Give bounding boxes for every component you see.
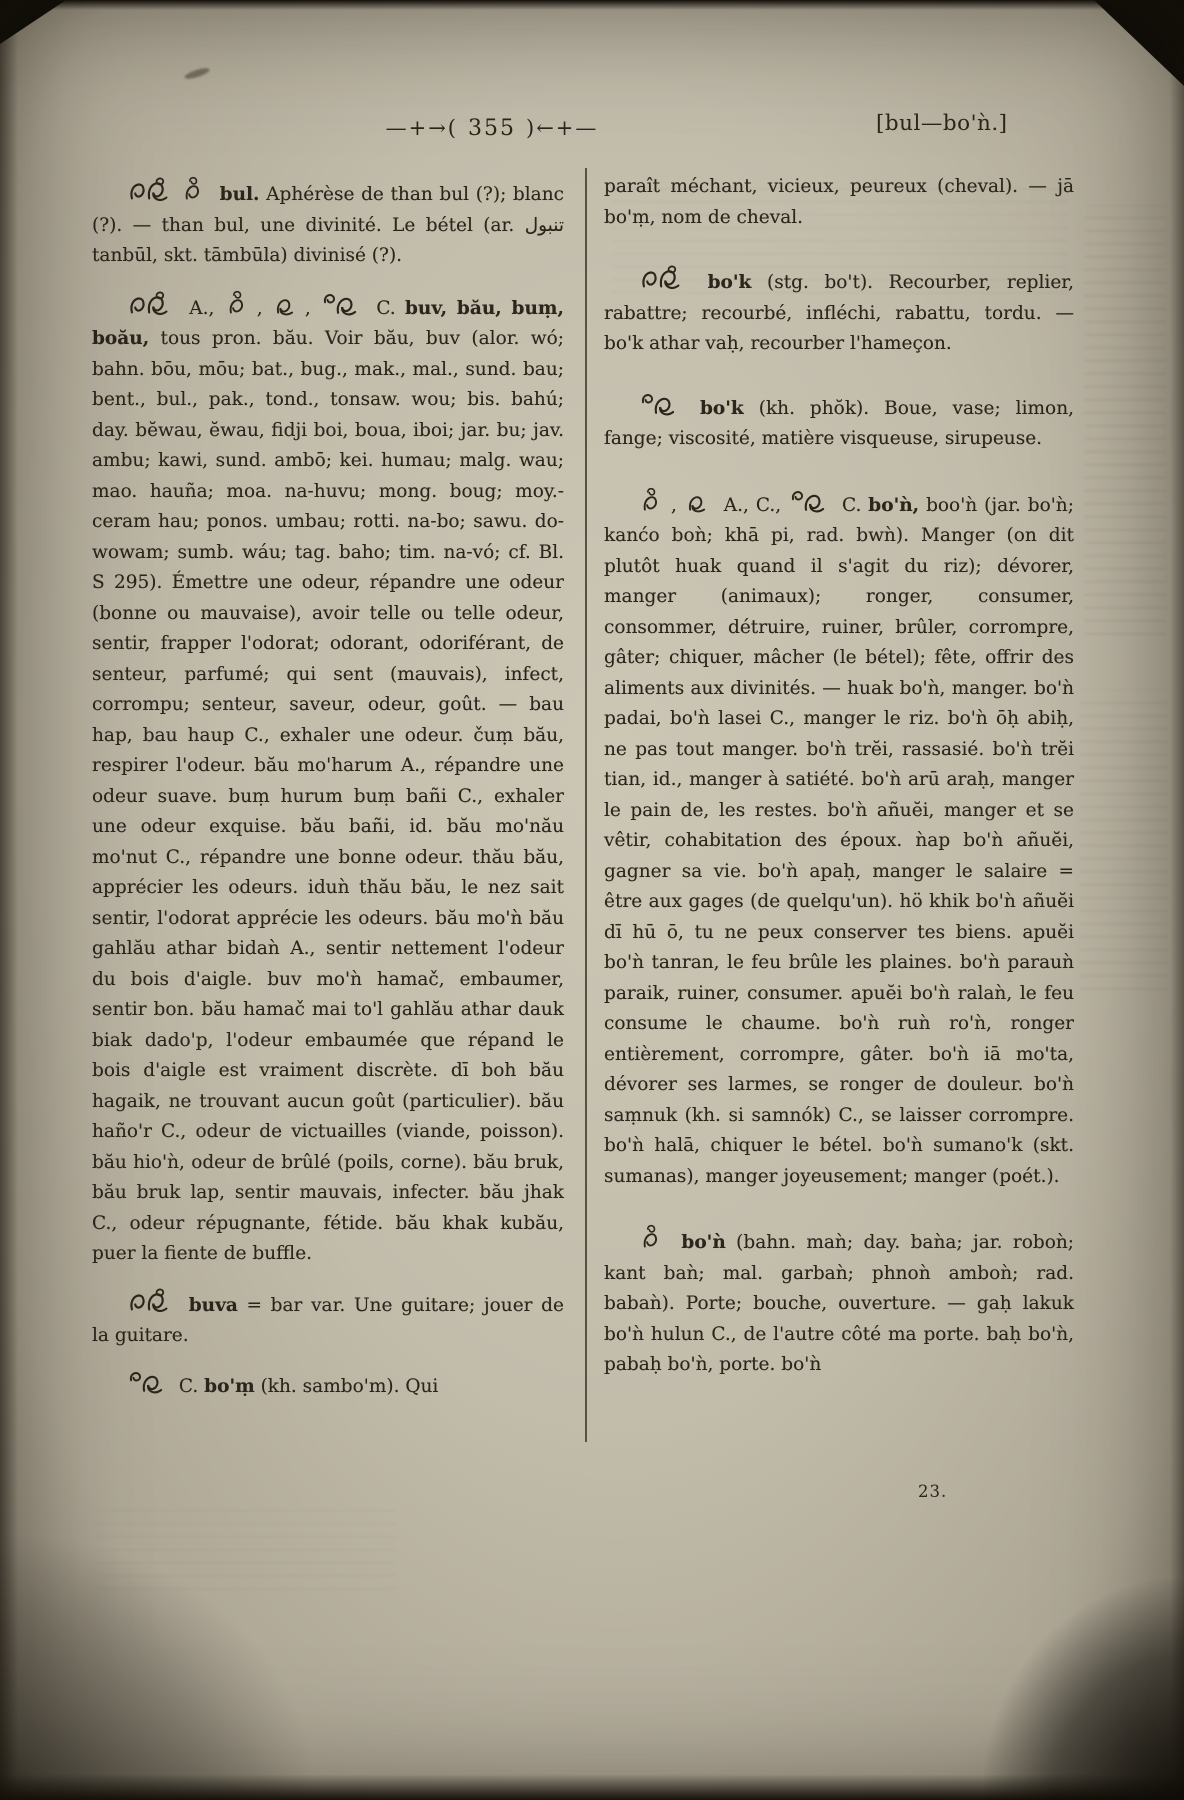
- headword: bo'ṃ: [204, 1375, 255, 1397]
- entry-text: boo'ǹ (jar. bo'ǹ; kanćo boǹ; khā pi, rad. bwǹ). Manger (on dit plutôt huak quand il s'agit du riz); dévorer, manger (animaux); ronger, consumer, consommer, détruire, ruiner, brûler, corrompre, gâter; chiquer, mâcher (le bétel); fête, offrir des aliments aux divinités. — huak bo'ǹ, manger. bo'ǹ padai, bo'ǹ lasei C., manger le riz. bo'ǹ ōḥ abiḥ, ne pas tout manger. bo'ǹ trĕi, rassasié. bo'ǹ trĕi tian, id., manger à satiété. bo'ǹ arū araḥ, manger le pain de, les restes. bo'ǹ añuĕi, manger et se vêtir, cohabitation des époux. ǹap bo'ǹ añuĕi, gagner sa vie. bo'ǹ apaḥ, manger le salaire = être aux gages (de quelqu'un). hö khik bo'ǹ añuĕi dī hū ō, tu ne peux conserver tes biens. apuĕi bo'ǹ tanran, le feu brûle les plaines. bo'ǹ parauǹ paraik, ruiner, consumer. apuĕi bo'ǹ ralaǹ, le feu consume le chaume. bo'ǹ ruǹ ro'ǹ, ronger entièrement, corrompre, gâter. bo'ǹ iā mo'ta, dévorer ses larmes, se ronger de douleur. bo'ǹ saṃnuk (kh. si samnók) C., se laisser corrompre. bo'ǹ halā, chiquer le bétel. bo'ǹ sumano'k (skt. sumanas), manger joyeusement; manger (poét.).: [604, 494, 1074, 1187]
- separator: ,: [256, 297, 263, 319]
- dialect-label: A.,: [189, 297, 215, 319]
- running-head-reference: [bul—bo'ǹ.]: [876, 111, 1008, 136]
- dialect-label: C.: [841, 494, 862, 516]
- headword: buva: [188, 1294, 238, 1316]
- entry-text: = bar var. Une guitare; jouer de la guitare.: [92, 1294, 564, 1346]
- cham-script-glyph: [639, 390, 678, 421]
- scan-edge-top: [0, 0, 1184, 10]
- entry-bom: [92, 1368, 564, 1403]
- entry-text: tous pron. bău. Voir bău, buv (alor. wó; bahn. bōu, mōu; bat., bug., mak., mal., sund. bau; bent., bul., pak., tond., tonsaw. wou; bis. bahú; day. bĕwau, ĕwau, fidji boi, boua, iboi; jar. bu; jav. ambu; kawi, sund. ambō; kei. humau; malg. wau; mao. hauña; moa. na-huvu; mong. boug; moy.-ceram hau; ponos. umbau; rotti. na-bo; sawu. do-wowam; sumb. wáu; tag. baho; tim. na-vó; cf. Bl. S 295). Émettre une odeur, répandre une odeur (bonne ou mauvaise), avoir telle ou telle odeur, sentir, frapper l'odorat; odorant, odoriférant, de senteur, parfumé; qui sent (mauvais), infect, corrompu; senteur, saveur, odeur, goût. — bau hap, bau haup C., exhaler une odeur. čuṃ bău, respirer l'odeur. bău mo'harum A., répandre une odeur suave. buṃ hurum buṃ bañi C., exhaler une odeur exquise. bău bañi, id. bău mo'nău mo'nut C., répandre une bonne odeur. thău bău, apprécier les odeurs. iduǹ thău bău, le nez sait sentir, l'odorat apprécie les odeurs. bău mo'ǹ bău gahlău athar bidaǹ A., sentir nettement l'odeur du bois d'aigle. buv mo'ǹ hamač, embaumer, sentir bon. bău hamač mai to'l gahlău athar dauk biak dado'p, l'odeur embaumée que répand le bois d'aigle est vraiment discrète. dī boh bău hagaik, ne trouvant aucun goût (particulier). bău haño'r C., odeur de victuailles (viande, poisson). bău hio'ǹ, odeur de brûlé (poils, corne). bău bruk, bău bruk lap, sentir mauvais, infecter. bău jhak C., odeur répugnante, fétide. bău khak kubău, puer la fiente de buffle.: [92, 328, 564, 1264]
- signature-mark: 23.: [918, 1482, 948, 1501]
- cham-script-glyph: [181, 174, 206, 207]
- entry-bon-manger: [604, 485, 1074, 1193]
- dialect-label: C.: [376, 297, 396, 319]
- cham-script-glyph: [273, 291, 298, 321]
- entry-buva: [92, 1286, 564, 1352]
- scan-edge-right: [1170, 0, 1184, 1800]
- entry-buv: [92, 288, 564, 1270]
- separator: ,: [671, 494, 677, 516]
- cham-script-glyph: [639, 485, 664, 518]
- paper-fiber-speck: [184, 66, 211, 81]
- cham-script-glyph: [127, 1286, 173, 1318]
- entry-text: Aphérèse de than bul (?); blanc (?). — than bul, une divinité. Le bétel (ar. تنبول tanbūl, skt. tāmbūla) divinisé (?).: [92, 184, 564, 266]
- ink-bleedthrough: [1080, 690, 1168, 990]
- cham-script-glyph: [321, 290, 360, 321]
- cham-script-glyph: [639, 263, 685, 295]
- page-number-header: [212, 116, 772, 141]
- entry-text: paraît méchant, vicieux, peureux (cheval). — jā bo'ṃ, nom de cheval.: [604, 176, 1074, 228]
- cham-script-glyph: [639, 1222, 664, 1255]
- headword: bo'ǹ,: [868, 494, 920, 516]
- entry-bok-2: [604, 390, 1074, 455]
- dialect-label: C.: [178, 1375, 199, 1397]
- entry-bok-1: [604, 263, 1074, 360]
- cham-script-glyph: [127, 1368, 166, 1399]
- headword: bo'k: [707, 272, 752, 293]
- scan-corner-bottom-left: [0, 1530, 320, 1800]
- entry-bom-continuation: [604, 172, 1074, 233]
- header-ornament-right: )←+—: [526, 116, 599, 140]
- headword: bul.: [219, 184, 260, 205]
- right-column: [604, 172, 1074, 1381]
- entry-text: (bahn. maǹ; day. baǹa; jar. roboǹ; kant baǹ; mal. garbaǹ; phnoǹ amboǹ; rad. babaǹ). Porte; bouche, ouverture. — gaḥ lakuk bo'ǹ hulun C., de l'autre côté ma porte. baḥ bo'ǹ, pabaḥ bo'ǹ, porte. bo'ǹ: [604, 1232, 1074, 1375]
- left-column: [92, 172, 564, 1402]
- header-ornament-left: —+→(: [385, 116, 458, 140]
- entry-text: (kh. phŏk). Boue, vase; limon, fange; viscosité, matière visqueuse, sirupeuse.: [604, 397, 1074, 449]
- headword: bo'ǹ: [681, 1232, 726, 1253]
- page-number: 355: [468, 116, 516, 141]
- entry-text: (kh. sambo'm). Qui: [260, 1375, 439, 1397]
- headword: buv, bău, buṃ, boău,: [92, 297, 564, 349]
- cham-script-glyph: [127, 175, 173, 207]
- separator: ,: [304, 297, 311, 319]
- cham-script-glyph: [225, 288, 250, 321]
- entry-bon-porte: [604, 1222, 1074, 1381]
- entry-text: (stg. bo't). Recourber, replier, rabattre; recourbé, infléchi, rabattu, tordu. — bo'k athar vaḥ, recourber l'hameçon.: [604, 272, 1074, 354]
- dialect-label: A., C.,: [723, 494, 782, 516]
- ink-bleedthrough: [1084, 205, 1166, 635]
- entry-bul: [92, 174, 564, 272]
- scan-corner-bottom-right: [984, 1580, 1184, 1800]
- scan-corner-top-right: [1094, 0, 1184, 86]
- column-divider-rule: [585, 168, 587, 1442]
- headword: bo'k: [699, 397, 744, 419]
- cham-script-glyph: [685, 488, 710, 518]
- cham-script-glyph: [127, 289, 173, 321]
- cham-script-glyph: [789, 487, 828, 518]
